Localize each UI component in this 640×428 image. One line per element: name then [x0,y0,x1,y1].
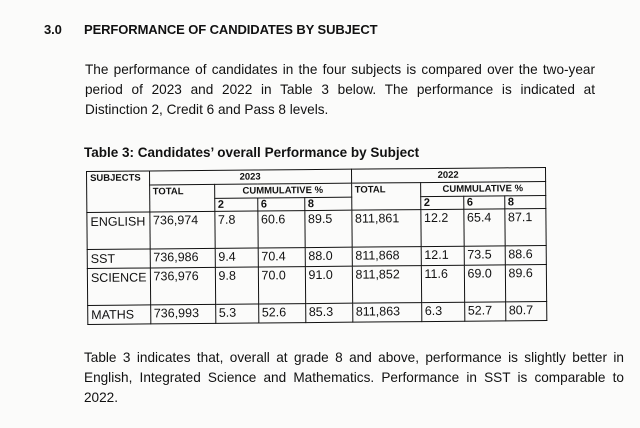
cell-grade6-2022: 73.5 [464,246,505,265]
cell-subject: ENGLISH [87,212,150,250]
header-grade-8-2023: 8 [304,197,351,210]
cell-total-2022: 811,863 [352,303,421,323]
cell-grade6-2023: 70.4 [258,248,305,267]
intro-paragraph: The performance of candidates in the four subjects is compared over the two-year period of 2023 and 2022 in Table 3 below. The performance is indicated at Distinction 2, Credit 6 and Pass 8 levels. [85,62,595,117]
cell-grade8-2022: 87.1 [504,208,545,245]
cell-total-2023: 736,976 [150,267,215,305]
cell-grade8-2022: 80.7 [505,301,546,320]
outro-paragraph: Table 3 indicates that, overall at grade 8 and above, performance is slightly better in English, Integrated Science and Mathematics. Performance in SST is comparable to 2022. [84,350,624,405]
cell-total-2022: 811,852 [352,266,421,304]
cell-grade8-2023: 91.0 [305,266,352,303]
cell-total-2022: 811,861 [351,210,420,248]
cell-grade8-2023: 85.3 [305,303,352,322]
cell-total-2023: 736,974 [149,211,214,249]
header-total-2023: TOTAL [149,184,214,212]
table-row [87,264,546,305]
cell-grade8-2022: 89.6 [505,264,546,301]
cell-grade8-2023: 88.0 [305,247,352,266]
table-row [88,301,547,324]
table-caption: Table 3: Candidates’ overall Performance by Subject [84,145,420,160]
cell-grade2-2022: 12.1 [421,246,464,265]
header-year-2022: 2022 [351,167,545,183]
cell-grade6-2023: 52.6 [258,304,305,323]
cell-grade2-2023: 7.8 [214,211,257,248]
cell-grade2-2022: 11.6 [421,265,464,302]
section-heading [44,22,378,37]
section-number: 3.0 [44,22,62,37]
section-title: PERFORMANCE OF CANDIDATES BY SUBJECT [84,22,378,37]
cell-grade6-2023: 60.6 [257,211,304,248]
header-cumulative-2023: CUMMULATIVE % [214,183,351,198]
header-subjects: SUBJECTS [87,171,150,213]
cell-grade6-2022: 65.4 [463,209,504,246]
cell-grade6-2022: 69.0 [464,265,505,302]
cell-subject: SCIENCE [87,268,150,306]
cell-grade6-2023: 70.0 [258,267,305,304]
header-grade-8-2022: 8 [504,195,545,208]
header-grade-6-2023: 6 [257,198,304,211]
header-total-2022: TOTAL [351,183,420,211]
cell-grade2-2022: 12.2 [420,209,463,246]
cell-grade2-2022: 6.3 [421,302,464,321]
header-cumulative-2022: CUMMULATIVE % [420,181,545,196]
cell-grade8-2023: 89.5 [304,210,351,247]
cell-total-2022: 811,868 [352,247,421,267]
cell-subject: MATHS [88,305,151,325]
header-grade-2-2023: 2 [214,198,257,211]
header-grade-6-2022: 6 [463,196,504,209]
cell-total-2023: 736,993 [150,304,215,324]
header-grade-2-2022: 2 [420,196,463,209]
cell-subject: SST [87,249,150,269]
cell-grade6-2022: 52.7 [464,302,505,321]
cell-grade8-2022: 88.6 [505,245,546,264]
cell-grade2-2023: 9.8 [215,267,258,304]
cell-grade2-2023: 9.4 [215,248,258,267]
cell-grade2-2023: 5.3 [215,304,258,323]
header-year-2023: 2023 [149,169,351,185]
performance-table [86,167,547,325]
cell-total-2023: 736,986 [150,248,215,268]
table-row [87,208,546,249]
